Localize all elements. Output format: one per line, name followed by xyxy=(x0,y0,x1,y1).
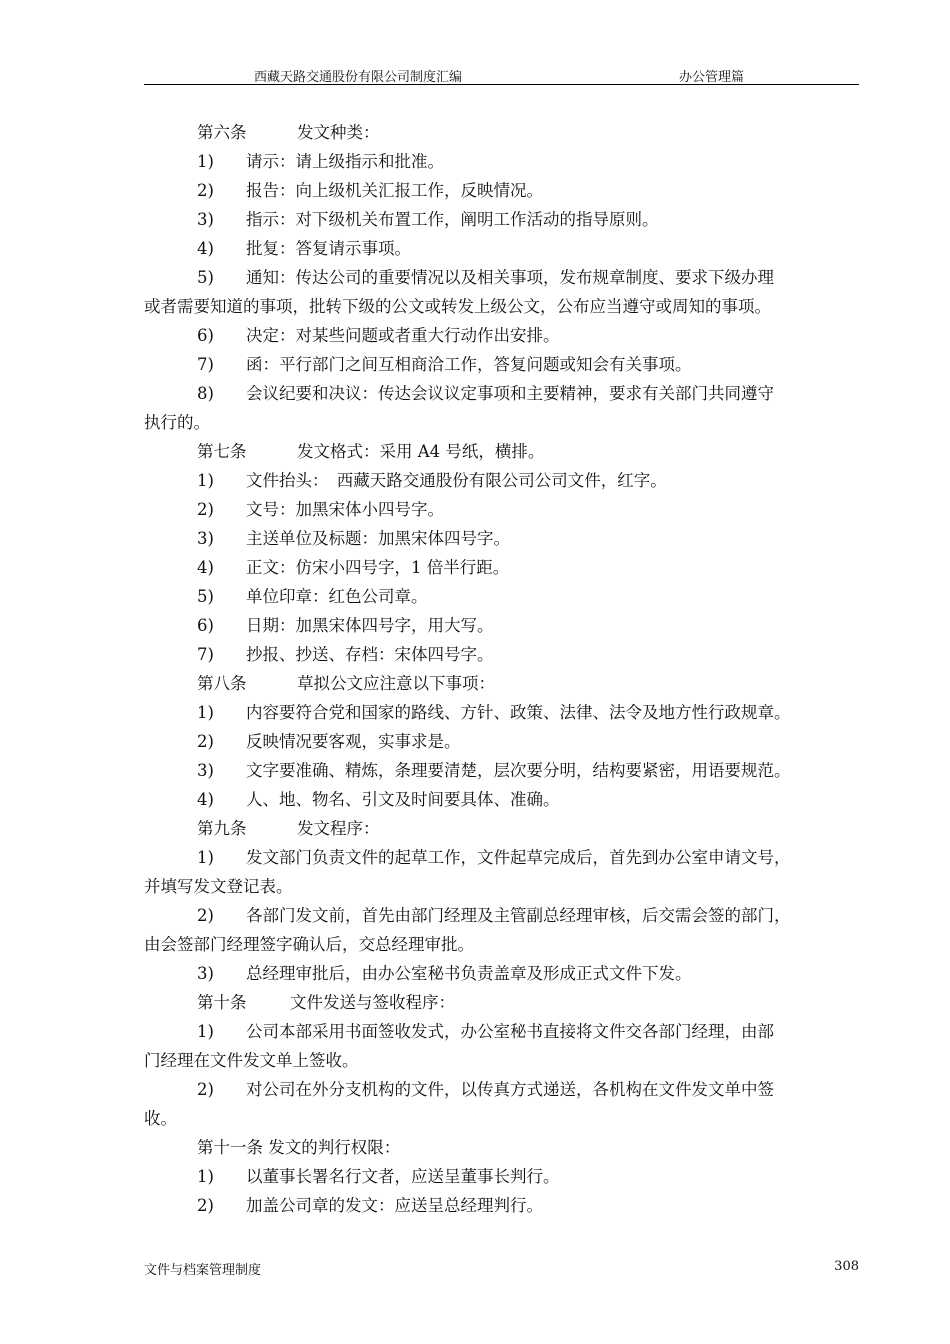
list-item: 3) 文字要准确、精炼，条理要清楚，层次要分明，结构要紧密，用语要规范。 xyxy=(197,761,791,780)
article-title: 发文的判行权限： xyxy=(268,1138,401,1157)
list-item: 5) 通知：传达公司的重要情况以及相关事项，发布规章制度、要求下级办理 xyxy=(197,268,774,287)
header-rule xyxy=(144,84,859,85)
article-8-heading xyxy=(144,669,859,698)
article-title: 文件发送与签收程序： xyxy=(290,993,455,1012)
article-6-heading xyxy=(144,118,859,147)
article-number: 第八条 xyxy=(197,674,247,693)
list-item: 1) 内容要符合党和国家的路线、方针、政策、法律、法令及地方性行政规章。 xyxy=(197,703,791,722)
list-item: 7) 抄报、抄送、存档：宋体四号字。 xyxy=(197,645,494,664)
article-title: 发文种类： xyxy=(297,123,380,142)
article-11-heading xyxy=(144,1133,859,1162)
list-item: 3) 主送单位及标题：加黑宋体四号字。 xyxy=(197,529,510,548)
list-item: 3) 指示：对下级机关布置工作，阐明工作活动的指导原则。 xyxy=(197,210,659,229)
header-section: 办公管理篇 xyxy=(679,70,745,85)
list-item: 1) 文件抬头： 西藏天路交通股份有限公司公司文件，红字。 xyxy=(197,471,667,490)
list-item-continuation: 门经理在文件发文单上签收。 xyxy=(144,1051,359,1070)
list-item-continuation: 并填写发文登记表。 xyxy=(144,877,293,896)
footer-title: 文件与档案管理制度 xyxy=(144,1263,262,1278)
list-item-continuation: 或者需要知道的事项，批转下级的公文或转发上级公文，公布应当遵守或周知的事项。 xyxy=(144,297,771,316)
list-item: 7) 函：平行部门之间互相商洽工作，答复问题或知会有关事项。 xyxy=(197,355,692,374)
list-item: 2) 反映情况要客观，实事求是。 xyxy=(197,732,461,751)
list-item: 1) 发文部门负责文件的起草工作，文件起草完成后，首先到办公室申请文号， xyxy=(197,848,791,867)
list-item-continuation: 由会签部门经理签字确认后，交总经理审批。 xyxy=(144,935,474,954)
list-item: 4) 人、地、物名、引文及时间要具体、准确。 xyxy=(197,790,560,809)
article-number: 第九条 xyxy=(197,819,247,838)
article-9-heading xyxy=(144,814,859,843)
list-item-continuation: 收。 xyxy=(144,1109,177,1128)
article-title: 发文格式：采用 A4 号纸，横排。 xyxy=(297,442,545,461)
list-item: 2) 各部门发文前，首先由部门经理及主管副总经理审核，后交需会签的部门， xyxy=(197,906,791,925)
list-item: 1) 公司本部采用书面签收发式，办公室秘书直接将文件交各部门经理，由部 xyxy=(197,1022,774,1041)
list-item: 6) 决定：对某些问题或者重大行动作出安排。 xyxy=(197,326,560,345)
article-title: 草拟公文应注意以下事项： xyxy=(297,674,495,693)
list-item: 6) 日期：加黑宋体四号字，用大写。 xyxy=(197,616,494,635)
list-item: 2) 对公司在外分支机构的文件，以传真方式递送，各机构在文件发文单中签 xyxy=(197,1080,774,1099)
list-item: 1) 请示：请上级指示和批准。 xyxy=(197,152,444,171)
article-number: 第七条 xyxy=(197,442,247,461)
article-7-heading xyxy=(144,437,859,466)
page-header xyxy=(144,66,859,86)
article-title: 发文程序： xyxy=(297,819,380,838)
list-item: 3) 总经理审批后，由办公室秘书负责盖章及形成正式文件下发。 xyxy=(197,964,692,983)
article-number: 第六条 xyxy=(197,123,247,142)
article-10-heading xyxy=(144,988,859,1017)
list-item-continuation: 执行的。 xyxy=(144,413,210,432)
list-item: 1) 以董事长署名行文者，应送呈董事长判行。 xyxy=(197,1167,560,1186)
article-number: 第十条 xyxy=(197,993,247,1012)
list-item: 8) 会议纪要和决议：传达会议议定事项和主要精神，要求有关部门共同遵守 xyxy=(197,384,774,403)
header-title: 西藏天路交通股份有限公司制度汇编 xyxy=(254,70,463,85)
list-item: 4) 正文：仿宋小四号字，1 倍半行距。 xyxy=(197,558,510,577)
article-number: 第十一条 xyxy=(197,1138,263,1157)
list-item: 4) 批复：答复请示事项。 xyxy=(197,239,411,258)
list-item: 2) 加盖公司章的发文：应送呈总经理判行。 xyxy=(197,1196,543,1215)
document-body xyxy=(144,118,859,1220)
list-item: 5) 单位印章：红色公司章。 xyxy=(197,587,428,606)
list-item: 2) 报告：向上级机关汇报工作，反映情况。 xyxy=(197,181,543,200)
list-item: 2) 文号：加黑宋体小四号字。 xyxy=(197,500,444,519)
page-footer xyxy=(144,1259,859,1279)
page-number: 308 xyxy=(834,1259,859,1274)
